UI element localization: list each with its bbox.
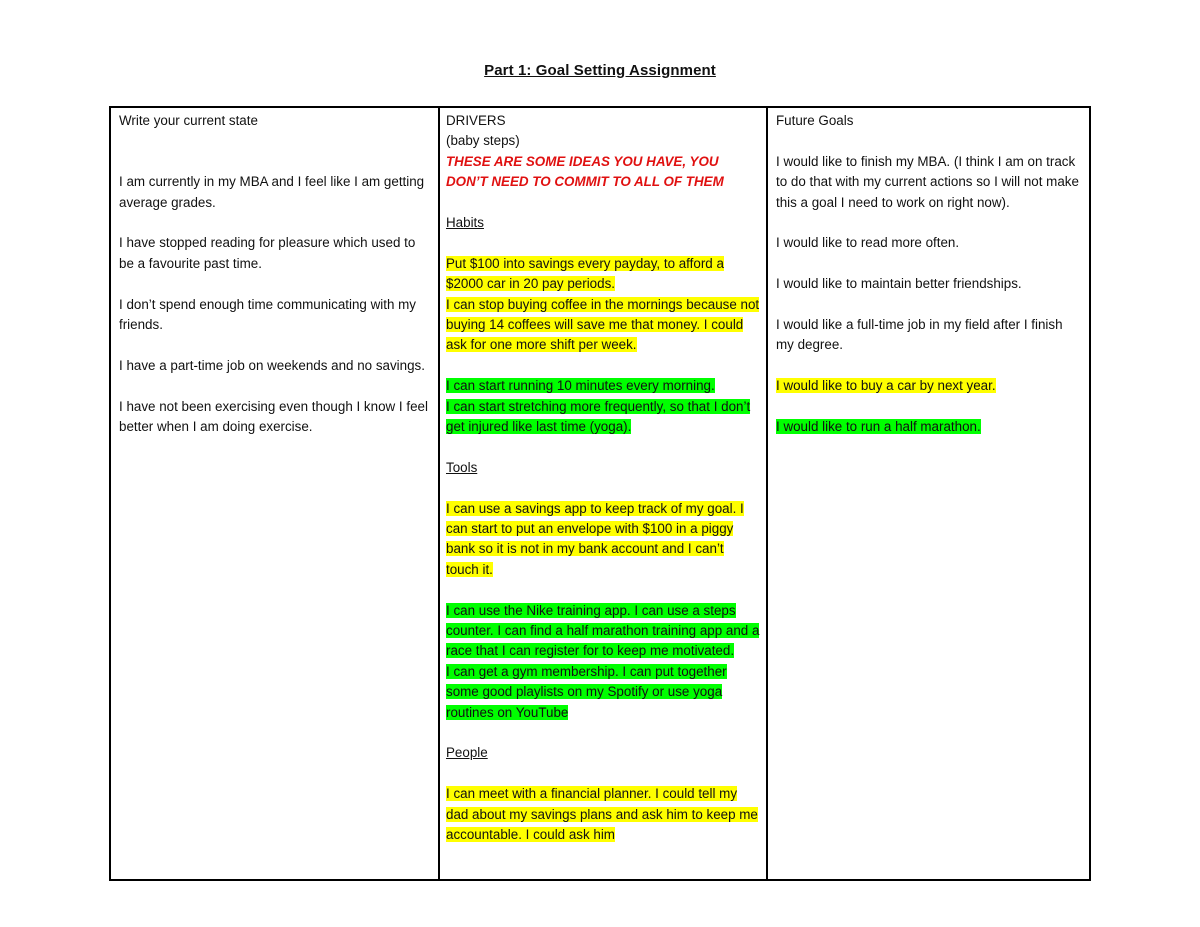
future-goal-item: I would like to maintain better friendships. xyxy=(776,276,1022,292)
future-goals-heading: Future Goals xyxy=(776,113,854,128)
drivers-heading: DRIVERS xyxy=(446,113,506,128)
tool-fitness-item: I can get a gym membership. I can put together some good playlists on my Spotify or use yoga routines on YouTube xyxy=(446,663,727,720)
drivers-column xyxy=(438,108,766,879)
habit-financial-item: Put $100 into savings every payday, to afford a $2000 car in 20 pay periods. xyxy=(446,255,724,292)
habit-fitness-item: I can start running 10 minutes every morning. xyxy=(446,378,715,394)
current-state-item: I have not been exercising even though I know I feel better when I am doing exercise. xyxy=(119,398,428,434)
tools-heading: Tools xyxy=(446,459,478,475)
drivers-note: THESE ARE SOME IDEAS YOU HAVE, YOU DON’T NEED TO COMMIT TO ALL OF THEM xyxy=(446,153,724,190)
future-goal-item: I would like a full-time job in my field after I finish my degree. xyxy=(776,317,1063,353)
people-financial-item: I can meet with a financial planner. I could tell my dad about my savings plans and ask him to keep me accountable. I could ask him xyxy=(446,786,758,843)
current-state-heading: Write your current state xyxy=(119,113,258,128)
future-goal-item: I would like to finish my MBA. (I think I am on track to do that with my current actions so I will not make this a goal I need to work on right now). xyxy=(776,153,1079,210)
people-heading: People xyxy=(446,745,488,761)
drivers-subheading: (baby steps) xyxy=(446,133,520,149)
fitness-goal: I would like to run a half marathon. xyxy=(776,419,981,434)
habit-fitness-item: I can start stretching more frequently, so that I don’t get injured like last time (yoga). xyxy=(446,398,751,435)
current-state-column xyxy=(111,108,438,879)
current-state-item: I don’t spend enough time communicating with my friends. xyxy=(119,296,416,332)
habits-heading: Habits xyxy=(446,215,484,231)
tool-fitness-item: I can use the Nike training app. I can use a steps counter. I can find a half marathon training app and a race that I can register for to keep me motivated. xyxy=(446,602,760,659)
goal-setting-table xyxy=(109,106,1091,881)
current-state-item: I have stopped reading for pleasure which used to be a favourite past time. xyxy=(119,235,416,271)
tool-financial-item: I can use a savings app to keep track of my goal. I can start to put an envelope with $100 in a piggy bank so it is not in my bank account and I can’t touch it. xyxy=(446,500,744,577)
page-title: Part 1: Goal Setting Assignment xyxy=(484,62,716,79)
future-goal-item: I would like to read more often. xyxy=(776,235,960,251)
current-state-item: I am currently in my MBA and I feel like I am getting average grades. xyxy=(119,174,425,210)
financial-goal: I would like to buy a car by next year. xyxy=(776,378,996,394)
habit-financial-item: I can stop buying coffee in the mornings because not buying 14 coffees will save me that money. I could ask for one more shift per week. xyxy=(446,296,760,353)
current-state-item: I have a part-time job on weekends and no savings. xyxy=(119,357,425,373)
future-goals-column xyxy=(766,108,1089,879)
